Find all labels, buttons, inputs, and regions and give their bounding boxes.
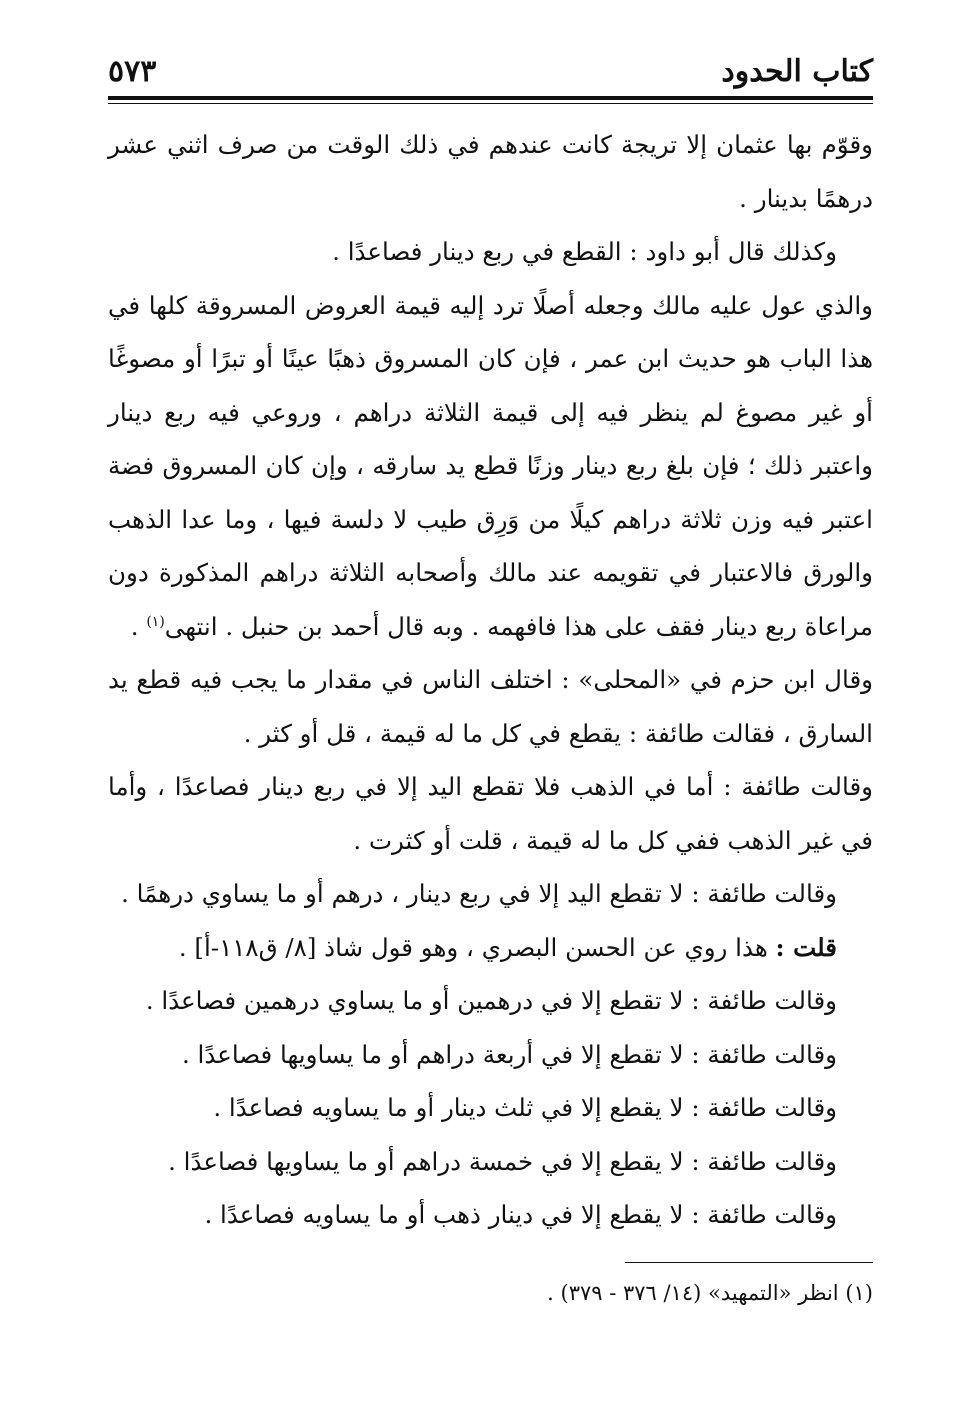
running-title: كتاب الحدود: [721, 54, 873, 89]
book-page: [108, 40, 873, 1380]
footnote-separator: [625, 1262, 873, 1263]
paragraph: وقال ابن حزم في «المحلى» : اختلف الناس في مقدار ما يجب فيه قطع يد السارق ، فقالت طائفة : يقطع في كل ما له قيمة ، قل أو كثر .: [108, 665, 873, 748]
paragraph: وقوّم بها عثمان إلا تريجة كانت عندهم في ذلك الوقت من صرف اثني عشر درهمًا بدينار .: [108, 130, 873, 213]
paragraph: قلت : هذا روي عن الحسن البصري ، وهو قول شاذ [٨/ ق١١٨-أ] .: [178, 932, 837, 962]
paragraph: وقالت طائفة : لا تقطع إلا في درهمين أو ما يساوي درهمين فصاعدًا .: [145, 986, 837, 1015]
page-header: [108, 40, 873, 96]
paragraph: وقالت طائفة : لا يقطع إلا في خمسة دراهم أو ما يساويها فصاعدًا .: [168, 1146, 837, 1176]
footnote: (١) انظر «التمهيد» (١٤/ ٣٧٦ - ٣٧٩) .: [547, 1281, 873, 1305]
paragraph: وقالت طائفة : أما في الذهب فلا تقطع اليد إلا في ربع دينار فصاعدًا ، وأما في غير الذهب ففي كل ما له قيمة ، قلت أو كثرت .: [108, 772, 873, 855]
main-text: [108, 118, 873, 1242]
paragraph: وقالت طائفة : لا يقطع إلا في دينار ذهب أو ما يساويه فصاعدًا .: [204, 1200, 837, 1229]
paragraph: وقالت طائفة : لا تقطع إلا في أربعة دراهم أو ما يساويها فصاعدًا .: [181, 1039, 837, 1069]
paragraph: وقالت طائفة : لا تقطع اليد إلا في ربع دينار ، درهم أو ما يساوي درهمًا .: [121, 879, 837, 908]
paragraph: وقالت طائفة : لا يقطع إلا في ثلث دينار أو ما يساويه فصاعدًا .: [213, 1093, 837, 1122]
footnote-reference[interactable]: (١): [146, 613, 165, 630]
paragraph: والذي عول عليه مالك وجعله أصلًا ترد إليه قيمة العروض المسروقة كلها في هذا الباب هو حديث ابن عمر ، فإن كان المسروق ذهبًا عينًا أو تبرًا أو مصوغًا أو غير مصوغ لم ينظر فيه إلى قيمة الثلاثة دراهم ، وروعي فيه ربع دينار واعتبر ذلك ؛ فإن بلغ ربع دينار وزنًا قطع يد سارقه ، وإن كان المسروق فضة اعتبر فيه وزن ثلاثة دراهم كيلًا من وَرِق طيب لا دلسة فيها ، وما عدا الذهب والورق فالاعتبار في تقويمه عند مالك وأصحابه الثلاثة دراهم المذكورة دون مراعاة ربع دينار فقف على هذا فافهمه . وبه قال أحمد بن حنبل . انتهى$^{(١)}$ .: [108, 290, 873, 641]
header-rule-thin: [108, 103, 873, 104]
page-number: ٥٧٣: [108, 54, 157, 89]
header-rule-thick: [108, 96, 873, 100]
paragraph: وكذلك قال أبو داود : القطع في ربع دينار فصاعدًا .: [332, 237, 837, 266]
paragraph-lead: قلت :: [775, 932, 837, 962]
